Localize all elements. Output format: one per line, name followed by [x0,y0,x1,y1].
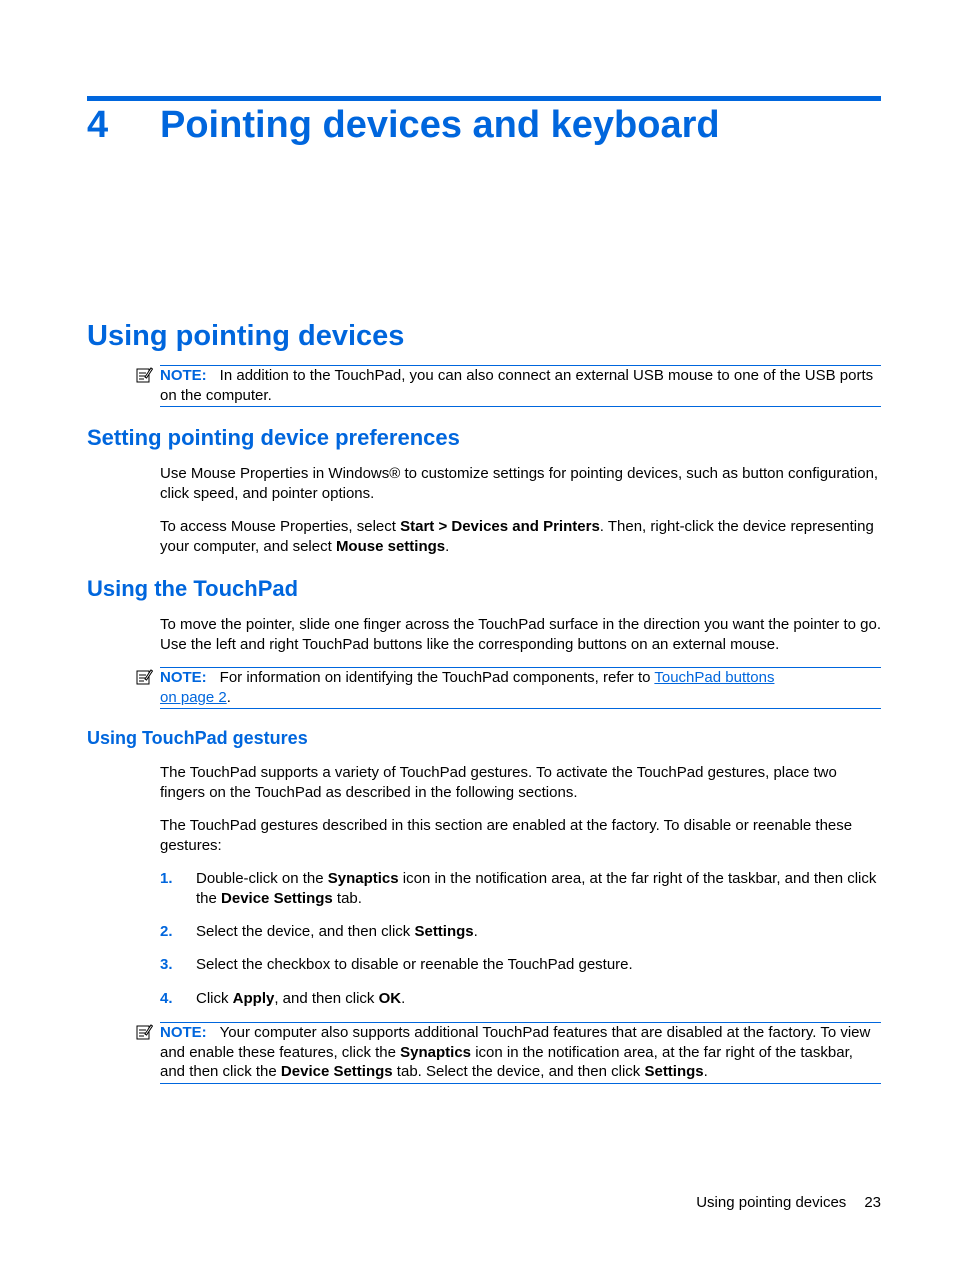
subsection-title-preferences: Setting pointing device preferences [87,425,460,450]
section-title: Using pointing devices [87,320,405,352]
note-text: For information on identifying the TouchPad components, refer to [219,669,655,686]
note-label: NOTE: [160,1024,207,1041]
step-number: 4. [160,990,173,1007]
paragraph [160,517,885,556]
footer-section: Using pointing devices [696,1194,847,1211]
bold-text: Mouse settings [335,537,446,555]
text-run: tab. [332,889,362,907]
text-run: . [473,923,478,940]
bold-text: Device Settings [221,889,333,907]
chapter-number: 4 [87,104,109,146]
chapter-title [87,102,720,148]
paragraph: The TouchPad gestures described in this section are enabled at the factory. To disable or reenable these gestures: [160,817,853,854]
step-number: 2. [160,923,173,940]
note-icon [136,668,153,685]
bold-text: Settings [644,1063,704,1080]
step-text: Select the checkbox to disable or reenable the TouchPad gesture. [196,956,633,973]
text-run: Click [196,990,233,1007]
paragraph: Use Mouse Properties in Windows® to customize settings for pointing devices, such as button configuration, click speed, and pointer options. [160,465,879,502]
text-run: Select the device, and then click [196,923,415,940]
text-run: To access Mouse Properties, select [160,518,401,535]
page-2-link[interactable]: on page 2 [160,688,227,706]
text-run: , and then click [274,990,379,1007]
touchpad-buttons-link[interactable]: TouchPad buttons [654,669,775,686]
bold-text: Settings [414,923,474,940]
page-number: 23 [864,1194,881,1211]
bold-text: Device Settings [280,1063,393,1080]
text-run: . [401,990,406,1007]
note-usb-mouse [160,365,881,407]
bold-text: Synaptics [400,1043,472,1061]
text-run: tab. Select the device, and then click [392,1063,645,1080]
step-number: 1. [160,870,173,887]
note-label: NOTE: [160,669,207,686]
text-run: Double-click on the [196,870,328,887]
subsubsection-title-gestures: Using TouchPad gestures [87,728,308,748]
step-text [196,922,886,942]
text-run: icon in the notification area, at the far right of the taskbar, and then click the [160,1043,853,1080]
bold-text: Start > Devices and Printers [400,518,600,535]
subsection-title-touchpad: Using the TouchPad [87,576,299,601]
chapter-title-text: Pointing devices and keyboard [160,104,720,146]
text-run: Your computer also supports additional TouchPad features that are disabled at the factory. To view and enable these features, click the [160,1024,871,1061]
note-additional-features [160,1022,881,1084]
note-label: NOTE: [160,367,207,384]
paragraph: To move the pointer, slide one finger across the TouchPad surface in the direction you want the pointer to go. Use the left and right TouchPad buttons like the corresponding buttons on an external mouse. [160,616,881,653]
text-run: . [226,688,231,706]
step-number: 3. [160,956,173,973]
bold-text: Apply [232,990,275,1007]
note-icon [136,1023,153,1040]
text-run: . [703,1063,708,1080]
note-icon [136,366,153,383]
paragraph: The TouchPad supports a variety of TouchPad gestures. To activate the TouchPad gestures, place two fingers on the TouchPad as described in the following sections. [160,764,837,801]
bold-text: Synaptics [327,870,399,887]
note-text: In addition to the TouchPad, you can also connect an external USB mouse to one of the USB ports on the computer. [160,367,874,404]
bold-text: OK [378,990,402,1007]
note-touchpad-components [160,667,881,709]
step-text [196,989,886,1009]
chapter-rule [87,96,881,101]
step-text [196,869,886,908]
text-run: . Then, right-click the device representing your computer, and select [160,518,874,555]
text-run: . [445,537,450,555]
text-run: icon in the notification area, at the far right of the taskbar, and then click the [196,870,877,907]
page-footer [696,1193,881,1213]
